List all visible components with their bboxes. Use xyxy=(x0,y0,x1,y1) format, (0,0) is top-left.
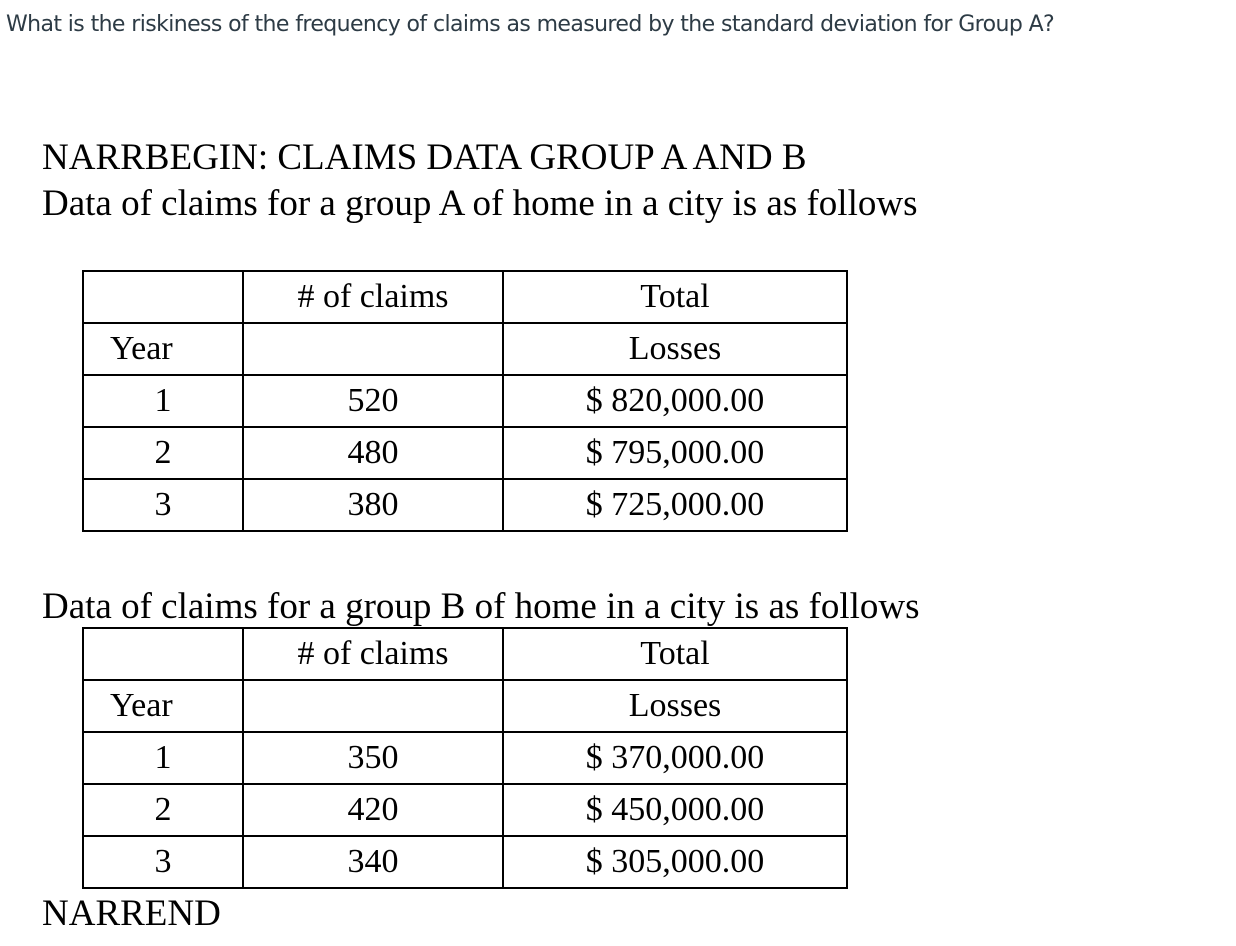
header-empty-cell xyxy=(83,271,243,323)
cell-claims: 380 xyxy=(243,479,503,531)
cell-claims: 480 xyxy=(243,427,503,479)
narrative-begin: NARRBEGIN: CLAIMS DATA GROUP A AND B xyxy=(42,137,807,178)
header-total: Total xyxy=(503,628,847,680)
cell-losses: $ 305,000.00 xyxy=(503,836,847,888)
header-empty-cell xyxy=(243,680,503,732)
table-header-row xyxy=(83,323,847,375)
narrative-end: NARREND xyxy=(42,893,221,934)
cell-losses: $ 370,000.00 xyxy=(503,732,847,784)
group-b-claims-table xyxy=(82,627,848,889)
header-year: Year xyxy=(83,323,243,375)
group-a-intro: Data of claims for a group A of home in a city is as follows xyxy=(42,183,918,224)
table-header-row xyxy=(83,271,847,323)
table-row xyxy=(83,784,847,836)
cell-year: 3 xyxy=(83,836,243,888)
cell-year: 1 xyxy=(83,732,243,784)
cell-year: 2 xyxy=(83,784,243,836)
table-row xyxy=(83,732,847,784)
header-claims: # of claims xyxy=(243,271,503,323)
cell-losses: $ 820,000.00 xyxy=(503,375,847,427)
header-losses: Losses xyxy=(503,323,847,375)
question-text: What is the riskiness of the frequency of claims as measured by the standard deviation for Group A? xyxy=(6,12,1055,37)
cell-losses: $ 450,000.00 xyxy=(503,784,847,836)
cell-year: 2 xyxy=(83,427,243,479)
table-header-row xyxy=(83,628,847,680)
header-losses: Losses xyxy=(503,680,847,732)
header-empty-cell xyxy=(83,628,243,680)
table-row xyxy=(83,836,847,888)
table-header-row xyxy=(83,680,847,732)
cell-claims: 520 xyxy=(243,375,503,427)
cell-losses: $ 795,000.00 xyxy=(503,427,847,479)
group-a-claims-table xyxy=(82,270,848,532)
group-b-intro: Data of claims for a group B of home in a city is as follows xyxy=(42,586,920,627)
header-empty-cell xyxy=(243,323,503,375)
header-total: Total xyxy=(503,271,847,323)
cell-claims: 350 xyxy=(243,732,503,784)
table-row xyxy=(83,375,847,427)
cell-claims: 420 xyxy=(243,784,503,836)
cell-year: 3 xyxy=(83,479,243,531)
cell-claims: 340 xyxy=(243,836,503,888)
cell-losses: $ 725,000.00 xyxy=(503,479,847,531)
header-year: Year xyxy=(83,680,243,732)
cell-year: 1 xyxy=(83,375,243,427)
table-row xyxy=(83,427,847,479)
table-row xyxy=(83,479,847,531)
header-claims: # of claims xyxy=(243,628,503,680)
